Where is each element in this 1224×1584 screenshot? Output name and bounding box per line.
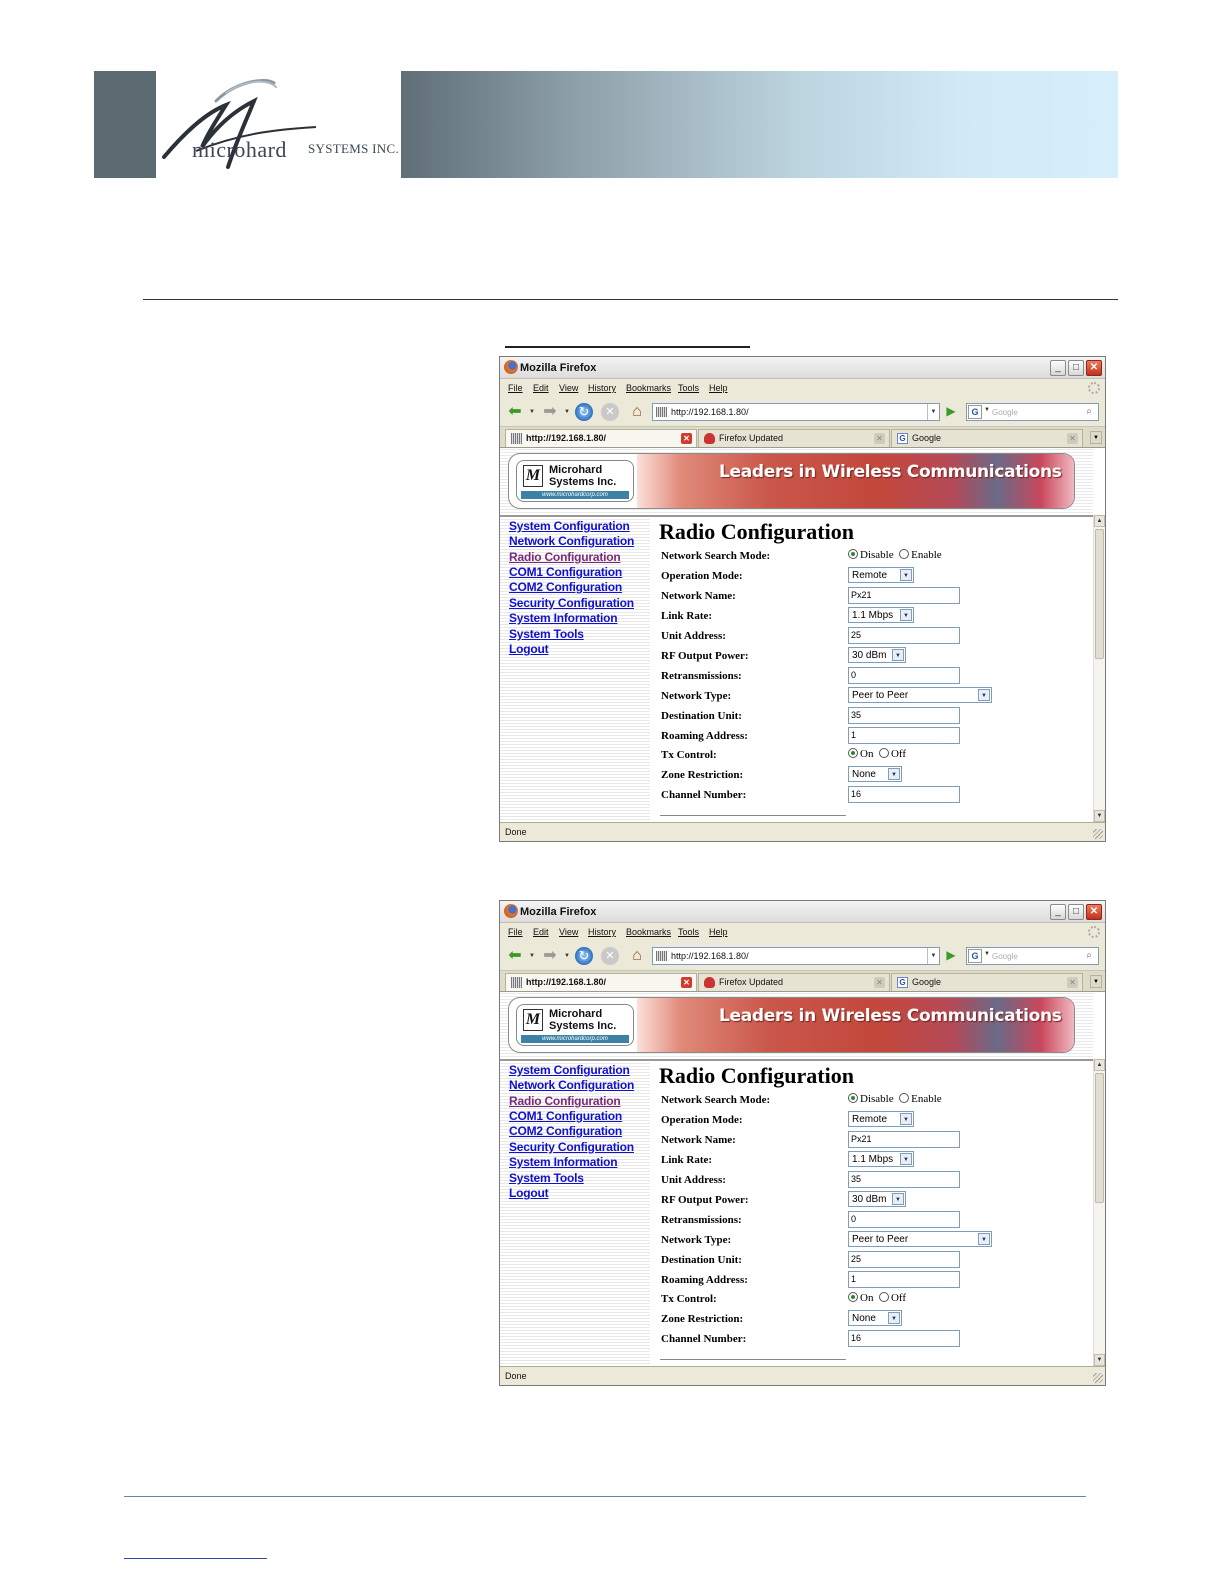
tab-close-icon[interactable]: ✕ <box>681 977 692 988</box>
row-unit-address <box>661 627 1091 646</box>
field-label: Operation Mode: <box>661 1114 743 1126</box>
tab-label: Google <box>912 977 942 987</box>
tab-label: Firefox Updated <box>719 433 784 443</box>
vertical-scrollbar[interactable] <box>1093 515 1105 822</box>
sidebar-item-radio-configuration[interactable]: Radio Configuration <box>509 550 621 564</box>
header-gradient-band <box>401 71 1118 178</box>
status-text: Done <box>505 827 527 837</box>
row-destination-unit <box>661 1251 1091 1270</box>
chevron-down-icon: ▼ <box>900 569 912 581</box>
go-arrow-icon[interactable]: ▶ <box>946 948 956 962</box>
forward-arrow-icon[interactable]: ➡ <box>543 947 557 964</box>
footer-link-underline <box>124 1558 267 1559</box>
tab-label: http://192.168.1.80/ <box>526 977 607 987</box>
address-dropdown-icon[interactable]: ▼ <box>927 948 939 964</box>
tab-google[interactable] <box>891 429 1083 447</box>
network-type-select[interactable] <box>848 1231 992 1247</box>
page-favicon-icon <box>656 951 667 961</box>
scroll-down-icon[interactable]: ▼ <box>1094 1354 1105 1366</box>
menu-tools[interactable]: Tools <box>678 383 700 393</box>
sidebar-item-system-information[interactable]: System Information <box>509 1155 618 1169</box>
search-box[interactable] <box>966 403 1099 421</box>
page-title: Radio Configuration <box>659 519 854 544</box>
close-button[interactable]: ✕ <box>1086 360 1102 376</box>
tab-bar <box>500 970 1105 992</box>
chevron-down-icon: ▼ <box>892 649 904 661</box>
config-sidebar <box>500 1059 650 1366</box>
vertical-scrollbar[interactable] <box>1093 1059 1105 1366</box>
row-network-type <box>661 687 1091 706</box>
radio-off[interactable] <box>879 1292 889 1302</box>
go-arrow-icon[interactable]: ▶ <box>946 404 956 418</box>
radio-enable-label: Enable <box>911 1093 942 1105</box>
sidebar-item-security-configuration[interactable]: Security Configuration <box>509 1140 634 1154</box>
unit-address-field[interactable]: 35 <box>848 1171 960 1188</box>
company-name-line1: Microhard <box>549 1008 603 1020</box>
tab-label: Google <box>912 433 942 443</box>
radio-enable[interactable] <box>899 1093 909 1103</box>
row-roaming-address <box>661 727 1091 746</box>
menu-help[interactable]: Help <box>709 927 728 937</box>
chevron-down-icon: ▼ <box>978 1233 990 1245</box>
field-label: Zone Restriction: <box>661 769 744 781</box>
field-label: Destination Unit: <box>661 710 742 722</box>
field-label: Link Rate: <box>661 1154 713 1166</box>
reload-icon[interactable]: ↻ <box>575 947 593 965</box>
select-value: Peer to Peer <box>852 690 909 701</box>
stop-icon[interactable]: ✕ <box>601 403 619 421</box>
menu-tools[interactable]: Tools <box>678 927 700 937</box>
select-value: None <box>852 769 876 780</box>
destination-unit-field[interactable]: 35 <box>848 707 960 724</box>
network-type-select[interactable] <box>848 687 992 703</box>
stop-icon[interactable]: ✕ <box>601 947 619 965</box>
field-label: Tx Control: <box>661 749 717 761</box>
rf-output-power-select[interactable] <box>848 647 906 663</box>
radio-disable-label: Disable <box>860 549 894 561</box>
tab-firefox-updated[interactable] <box>698 973 890 991</box>
content-divider <box>660 815 846 816</box>
sidebar-item-system-configuration[interactable]: System Configuration <box>509 1063 630 1077</box>
field-label: Network Name: <box>661 590 736 602</box>
select-value: 1.1 Mbps <box>852 1154 894 1165</box>
page-favicon-icon <box>511 977 522 988</box>
channel-number-field[interactable]: 16 <box>848 1330 960 1347</box>
row-operation-mode <box>661 1111 1091 1130</box>
row-channel-number <box>661 786 1091 805</box>
sidebar-item-com1-configuration[interactable]: COM1 Configuration <box>509 1109 623 1123</box>
field-label: Zone Restriction: <box>661 1313 744 1325</box>
status-bar <box>500 822 1105 841</box>
maximize-button[interactable]: □ <box>1068 904 1084 920</box>
search-placeholder: Google <box>992 952 1018 961</box>
activity-throbber-icon <box>1088 926 1100 938</box>
scroll-up-icon[interactable]: ▲ <box>1094 1059 1105 1071</box>
field-label: Roaming Address: <box>661 730 748 742</box>
row-network-search-mode <box>661 1091 1091 1110</box>
field-label: Operation Mode: <box>661 570 743 582</box>
sidebar-item-radio-configuration[interactable]: Radio Configuration <box>509 1094 621 1108</box>
back-arrow-icon[interactable]: ⬅ <box>508 947 522 964</box>
sidebar-item-com2-configuration[interactable]: COM2 Configuration <box>509 580 623 594</box>
operation-mode-select[interactable] <box>848 1111 914 1127</box>
radio-config-panel <box>650 515 1093 822</box>
menu-bar <box>500 379 1105 398</box>
retransmissions-field[interactable]: 0 <box>848 1211 960 1228</box>
menu-view[interactable]: View <box>559 383 579 393</box>
field-label: Channel Number: <box>661 789 747 801</box>
tab-close-icon[interactable]: ✕ <box>681 433 692 444</box>
roaming-address-field[interactable]: 1 <box>848 727 960 744</box>
google-favicon-icon: G <box>897 433 908 444</box>
tx-control-radios <box>848 748 906 760</box>
microhard-m-icon: M <box>523 1009 543 1031</box>
address-bar[interactable] <box>652 947 940 965</box>
window-title: Mozilla Firefox <box>520 362 597 374</box>
chevron-down-icon: ▼ <box>900 1113 912 1125</box>
firefox-fox-icon <box>704 977 715 988</box>
sidebar-item-network-configuration[interactable]: Network Configuration <box>509 1078 635 1092</box>
maximize-button[interactable]: □ <box>1068 360 1084 376</box>
sidebar-item-logout[interactable]: Logout <box>509 1186 549 1200</box>
chevron-down-icon: ▼ <box>900 1153 912 1165</box>
select-value: Remote <box>852 570 888 581</box>
scroll-thumb[interactable] <box>1095 1073 1104 1203</box>
tab-close-icon[interactable]: ✕ <box>874 433 885 444</box>
page-viewport <box>500 992 1105 1366</box>
firefox-icon <box>504 904 518 918</box>
site-banner <box>500 992 1093 1059</box>
row-operation-mode <box>661 567 1091 586</box>
field-label: Unit Address: <box>661 630 726 642</box>
menu-edit[interactable]: Edit <box>533 927 549 937</box>
menu-view[interactable]: View <box>559 927 579 937</box>
page-viewport <box>500 448 1105 822</box>
status-bar <box>500 1366 1105 1385</box>
tab-close-icon[interactable]: ✕ <box>1067 977 1078 988</box>
minimize-button[interactable]: _ <box>1050 360 1066 376</box>
page-favicon-icon <box>656 407 667 417</box>
field-label: Destination Unit: <box>661 1254 742 1266</box>
channel-number-field[interactable]: 16 <box>848 786 960 803</box>
company-url: www.microhardcorp.com <box>521 1035 629 1043</box>
field-label: Network Type: <box>661 1234 732 1246</box>
scroll-thumb[interactable] <box>1095 529 1104 659</box>
field-label: Channel Number: <box>661 1333 747 1345</box>
row-tx-control <box>661 746 1091 765</box>
reload-icon[interactable]: ↻ <box>575 403 593 421</box>
tab-list-dropdown-icon[interactable]: ▼ <box>1090 431 1102 444</box>
browser-window-1 <box>499 356 1106 842</box>
sidebar-item-logout[interactable]: Logout <box>509 642 549 656</box>
sidebar-item-com1-configuration[interactable]: COM1 Configuration <box>509 565 623 579</box>
radio-disable[interactable] <box>848 1093 858 1103</box>
sidebar-item-system-information[interactable]: System Information <box>509 611 618 625</box>
row-destination-unit <box>661 707 1091 726</box>
firefox-icon <box>504 360 518 374</box>
company-name-line2: Systems Inc. <box>549 476 617 488</box>
radio-off-label: Off <box>890 1292 907 1304</box>
tab-label: Firefox Updated <box>719 977 784 987</box>
tab-firefox-updated[interactable] <box>698 429 890 447</box>
field-label: Link Rate: <box>661 610 713 622</box>
sidebar-item-system-configuration[interactable]: System Configuration <box>509 519 630 533</box>
menu-history[interactable]: History <box>588 927 617 937</box>
radio-on-label: On <box>860 1292 874 1304</box>
menu-bookmarks[interactable]: Bookmarks <box>626 383 672 393</box>
tab-label: http://192.168.1.80/ <box>526 433 607 443</box>
radio-disable-label: Disable <box>860 1093 894 1105</box>
row-link-rate <box>661 1151 1091 1170</box>
footer-divider <box>124 1496 1086 1497</box>
google-engine-icon[interactable]: G <box>968 405 982 419</box>
row-channel-number <box>661 1330 1091 1349</box>
google-engine-icon[interactable]: G <box>968 949 982 963</box>
select-value: 30 dBm <box>852 650 887 661</box>
forward-history-dropdown-icon[interactable]: ▼ <box>564 409 570 415</box>
google-favicon-icon: G <box>897 977 908 988</box>
scroll-up-icon[interactable]: ▲ <box>1094 515 1105 527</box>
radio-on[interactable] <box>848 1292 858 1302</box>
caption-underline <box>505 346 750 348</box>
navigation-toolbar <box>500 942 1105 970</box>
banner-frame <box>508 453 1075 509</box>
page-favicon-icon <box>511 433 522 444</box>
forward-arrow-icon[interactable]: ➡ <box>543 403 557 420</box>
microhard-banner-logo <box>516 460 634 502</box>
radio-off[interactable] <box>879 748 889 758</box>
row-rf-output-power <box>661 1191 1091 1210</box>
tab-router[interactable] <box>505 973 697 991</box>
title-bar <box>500 901 1105 923</box>
row-link-rate <box>661 607 1091 626</box>
logo-wordmark: microhard <box>192 137 287 162</box>
tab-close-icon[interactable]: ✕ <box>1067 433 1078 444</box>
menu-edit[interactable]: Edit <box>533 383 549 393</box>
row-zone-restriction <box>661 1310 1091 1329</box>
chevron-down-icon: ▼ <box>892 1193 904 1205</box>
resize-grip-icon[interactable] <box>1093 1373 1103 1383</box>
field-label: Unit Address: <box>661 1174 726 1186</box>
radio-on-label: On <box>860 748 874 760</box>
banner-slogan: Leaders in Wireless Communications <box>719 462 1062 482</box>
sidebar-item-network-configuration[interactable]: Network Configuration <box>509 534 635 548</box>
header-divider <box>143 299 1118 300</box>
status-text: Done <box>505 1371 527 1381</box>
network-name-field[interactable]: Px21 <box>848 587 960 604</box>
menu-file[interactable]: File <box>508 927 523 937</box>
menu-history[interactable]: History <box>588 383 617 393</box>
company-url: www.microhardcorp.com <box>521 491 629 499</box>
field-label: Network Name: <box>661 1134 736 1146</box>
row-network-search-mode <box>661 547 1091 566</box>
sidebar-item-system-tools[interactable]: System Tools <box>509 1171 584 1185</box>
minimize-button[interactable]: _ <box>1050 904 1066 920</box>
navigation-toolbar <box>500 398 1105 426</box>
chevron-down-icon: ▼ <box>888 1312 900 1324</box>
header-gray-block <box>94 71 156 178</box>
back-history-dropdown-icon[interactable]: ▼ <box>529 953 535 959</box>
operation-mode-select[interactable] <box>848 567 914 583</box>
resize-grip-icon[interactable] <box>1093 829 1103 839</box>
row-network-name <box>661 587 1091 606</box>
search-magnifier-icon[interactable]: ⌕ <box>1086 950 1092 961</box>
banner-frame <box>508 997 1075 1053</box>
field-label: Network Search Mode: <box>661 1094 771 1106</box>
engine-dropdown-icon[interactable]: ▼ <box>984 407 990 413</box>
field-label: Network Search Mode: <box>661 550 771 562</box>
config-sidebar <box>500 515 650 822</box>
search-placeholder: Google <box>992 408 1018 417</box>
menu-file[interactable]: File <box>508 383 523 393</box>
select-value: Peer to Peer <box>852 1234 909 1245</box>
window-title: Mozilla Firefox <box>520 906 597 918</box>
engine-dropdown-icon[interactable]: ▼ <box>984 951 990 957</box>
radio-config-panel <box>650 1059 1093 1366</box>
tab-google[interactable] <box>891 973 1083 991</box>
address-text: http://192.168.1.80/ <box>671 407 749 417</box>
home-icon[interactable]: ⌂ <box>632 403 642 420</box>
search-box[interactable] <box>966 947 1099 965</box>
radio-on[interactable] <box>848 748 858 758</box>
menu-help[interactable]: Help <box>709 383 728 393</box>
select-value: None <box>852 1313 876 1324</box>
menu-bookmarks[interactable]: Bookmarks <box>626 927 672 937</box>
network-search-mode-radios <box>848 1093 942 1105</box>
forward-history-dropdown-icon[interactable]: ▼ <box>564 953 570 959</box>
firefox-fox-icon <box>704 433 715 444</box>
destination-unit-field[interactable]: 25 <box>848 1251 960 1268</box>
field-label: Network Type: <box>661 690 732 702</box>
select-value: Remote <box>852 1114 888 1125</box>
radio-enable-label: Enable <box>911 549 942 561</box>
home-icon[interactable]: ⌂ <box>632 947 642 964</box>
select-value: 1.1 Mbps <box>852 610 894 621</box>
row-network-type <box>661 1231 1091 1250</box>
tab-list-dropdown-icon[interactable]: ▼ <box>1090 975 1102 988</box>
sidebar-item-system-tools[interactable]: System Tools <box>509 627 584 641</box>
content-divider <box>660 1359 846 1360</box>
row-unit-address <box>661 1171 1091 1190</box>
back-history-dropdown-icon[interactable]: ▼ <box>529 409 535 415</box>
row-retransmissions <box>661 667 1091 686</box>
field-label: Retransmissions: <box>661 670 742 682</box>
network-search-mode-radios <box>848 549 942 561</box>
field-label: Retransmissions: <box>661 1214 742 1226</box>
row-roaming-address <box>661 1271 1091 1290</box>
tab-close-icon[interactable]: ✕ <box>874 977 885 988</box>
title-bar <box>500 357 1105 379</box>
menu-bar <box>500 923 1105 942</box>
tx-control-radios <box>848 1292 906 1304</box>
company-name-line2: Systems Inc. <box>549 1020 617 1032</box>
roaming-address-field[interactable]: 1 <box>848 1271 960 1288</box>
row-tx-control <box>661 1290 1091 1309</box>
site-banner <box>500 448 1093 515</box>
scroll-down-icon[interactable]: ▼ <box>1094 810 1105 822</box>
zone-restriction-select[interactable] <box>848 766 902 782</box>
row-retransmissions <box>661 1211 1091 1230</box>
microhard-m-icon: M <box>523 465 543 487</box>
radio-off-label: Off <box>890 748 907 760</box>
field-label: Roaming Address: <box>661 1274 748 1286</box>
tab-bar <box>500 426 1105 448</box>
link-rate-select[interactable] <box>848 1151 914 1167</box>
sidebar-item-com2-configuration[interactable]: COM2 Configuration <box>509 1124 623 1138</box>
page-title: Radio Configuration <box>659 1063 854 1088</box>
banner-slogan: Leaders in Wireless Communications <box>719 1006 1062 1026</box>
row-network-name <box>661 1131 1091 1150</box>
row-zone-restriction <box>661 766 1091 785</box>
address-text: http://192.168.1.80/ <box>671 951 749 961</box>
field-label: RF Output Power: <box>661 1194 749 1206</box>
address-dropdown-icon[interactable]: ▼ <box>927 404 939 420</box>
radio-disable[interactable] <box>848 549 858 559</box>
rf-output-power-select[interactable] <box>848 1191 906 1207</box>
chevron-down-icon: ▼ <box>900 609 912 621</box>
field-label: RF Output Power: <box>661 650 749 662</box>
search-magnifier-icon[interactable]: ⌕ <box>1086 406 1092 417</box>
select-value: 30 dBm <box>852 1194 887 1205</box>
address-bar[interactable] <box>652 403 940 421</box>
retransmissions-field[interactable]: 0 <box>848 667 960 684</box>
company-name-line1: Microhard <box>549 464 603 476</box>
radio-enable[interactable] <box>899 549 909 559</box>
microhard-banner-logo <box>516 1004 634 1046</box>
back-arrow-icon[interactable]: ⬅ <box>508 403 522 420</box>
close-button[interactable]: ✕ <box>1086 904 1102 920</box>
zone-restriction-select[interactable] <box>848 1310 902 1326</box>
browser-window-2 <box>499 900 1106 1386</box>
sidebar-item-security-configuration[interactable]: Security Configuration <box>509 596 634 610</box>
activity-throbber-icon <box>1088 382 1100 394</box>
unit-address-field[interactable]: 25 <box>848 627 960 644</box>
chevron-down-icon: ▼ <box>888 768 900 780</box>
chevron-down-icon: ▼ <box>978 689 990 701</box>
tab-router[interactable] <box>505 429 697 447</box>
logo-suffix: SYSTEMS INC. <box>308 141 400 156</box>
link-rate-select[interactable] <box>848 607 914 623</box>
network-name-field[interactable]: Px21 <box>848 1131 960 1148</box>
microhard-logo <box>156 71 401 178</box>
field-label: Tx Control: <box>661 1293 717 1305</box>
row-rf-output-power <box>661 647 1091 666</box>
